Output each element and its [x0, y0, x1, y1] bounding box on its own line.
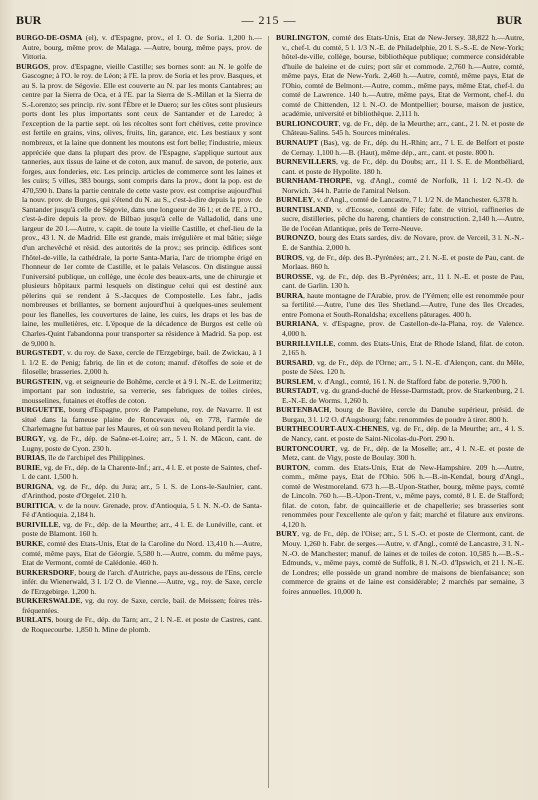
dictionary-entry [276, 157, 524, 176]
entry-text: , bourg de l'arch. d'Autriche, pays au-dessous de l'Ens, cercle infér. du Wienerwald, 3 l. 1/2 O. de Vienne.—Autre, vg., roy. de Saxe, cercle de l'Erzgebirge. 1,200 h. [22, 567, 262, 596]
entry-headword: BUROSSE [276, 271, 312, 281]
dictionary-entry [276, 463, 524, 530]
entry-headword: BURTON [276, 462, 309, 472]
entry-headword: BURGSTEDT [16, 348, 63, 358]
entry-text: , vg. de Fr., dép. de la Moselle; arr., 4 l. N.-E. et poste de Metz, cant. de Vigy, poste de Boulay. 300 h. [282, 443, 524, 463]
dictionary-entry [16, 434, 262, 453]
dictionary-entry [276, 119, 524, 138]
entry-text: , vg. de Fr., dép. de la Meurthe; arr., cant., 2 l. N. et poste de Château-Salins. 545 h. Sources minérales. [282, 118, 524, 138]
dictionary-entry [276, 377, 524, 387]
entry-headword: BURLIONCOURT [276, 118, 339, 128]
entry-text: , v. d'Espagne, prov. de Castellon-de-la-Plana, roy. de Valence. 4,000 h. [282, 319, 524, 338]
entry-text: , vg. d'Angl., comté de Norfolk, 11 l. 1/2 N.-O. de Norwich. 344 h. Patrie de l'amiral Nelson. [282, 176, 524, 195]
entry-text: , prov. d'Espagne, vieille Castille; ses bornes sont: au N. le golfe de Gascogne; à l'O. le roy. de Léon; à l'E. la prov. de Soria et les prov. Basques, et au S. la prov. de Ségovie. Elle est couverte au N. par les monts Cantabres; au centre par la Sierra de Oca, et à l'E. par la Sierra de S.-Millan et la Sierra de S.-Lorenzo; ses princip. riv. sont l'Èbre et le Duero; sur les côtes sont plusieurs ports dont les plus importants sont ceux de Santander et de Laredo; à l'exception de la partie sept. où les récoltes sont fort chétives, cette province est fertile en grains, vins, olives, fruits, lin, garance, etc. Les bestiaux y sont nombreux, et la laine que donnent les moutons est fort belle; l'industrie, mieux appréciée que dans la plupart des prov. de l'Espagne, s'applique surtout aux tanneries, aux tissus de laine et de coton, aux manuf. de savon, de poterie, aux forges, aux fonderies, etc. Les princip. articles de commerce sont les laines et les cuirs; 5 villes, 383 bourgs, sont compris dans la prov., dont la pop. est de 470,590 h. Dans la partie centrale de cette vaste prov. est comprise aujourd'hui la nouv. prov. de Burgos, qui s'étend du N. au S., c'est-à-dire depuis la prov. de Santander jusqu'à celle de Ségovie, dans une longueur de 36 l.; et de l'E. à l'O., c'est-à-dire depuis la prov. de Bilbao jusqu'à celle de Valladolid, dans une largeur de 20 l.—Autre, v. capit. de toute la vieille Castille, et chef-lieu de la prov., 43 l. N. de Madrid. Elle est grande, mais irrégulière et mal bâtie; siège d'un archevêché et résid. des autorités de la prov.; ses princip. édifices sont l'hôtel-de-ville, la cathédrale, la porte Santa-Maria, l'arc de triomphe érigé en l'honneur de 1er comte de Castille, et le palais Velascos. On distingue aussi l'université publique, un collège, une école des beaux-arts, une de chirurgie et plusieurs hôpitaux parmi lesquels on distingue celui qui est destiné aux pèlerins qui se rendent à S.-Jacques de Compostelle. Les fabr., jadis nombreuses et brillantes, se bornent aujourd'hui à quelques-unes seulement pour les flanelles, les couvertures de laine, les cuirs, les draps et les bas de laine, les mulletières, etc. L'époque de la décadence de Burgos est celle où Charles-Quint l'abandonna pour transporter sa résidence à Madrid. Sa pop. est de 9,000 h. [22, 61, 262, 348]
entry-headword: BURY [276, 529, 298, 539]
entry-text: , comté des Etats-Unis, Etat de New-Jersey. 38,822 h.—Autre, v., chef-l. du comté, 5 l. 1/3 N.-E. de Philadelphie, 20 l. S.-S.-E. de New-York; hôtel-de-ville, collège, bourse, bibliothèque publique; commerce considérable d'huile de baleine et de cuirs; port sûr et commode. 2,760 h.—Autre, comté, même pays, Etat de New-York. 2,460 h.—Autre, comté, même pays, Etat de l'Ohio, comté de Belmont.—Autre, comm., même pays, même Etat, chef-l. du comté de Lawrence. 140 h.—Autre, même pays, Etat de Vermont, chef-l. du comté de Chittenden, 12 l. N.-O. de Montpellier; bourse, maison de justice, académie, université et bibliothèque. 2,111 h. [282, 33, 524, 119]
entry-text: , vg. de Fr., dép. des B.-Pyrénées; arr., 11 l. N.-E. et poste de Pau, cant. de Garlin. 130 h. [282, 271, 524, 291]
entry-headword: BURIAS [16, 453, 45, 463]
dictionary-entry [16, 482, 262, 501]
dictionary-entry [276, 233, 524, 252]
entry-headword: BURLATS [16, 615, 52, 625]
dictionary-entry [276, 138, 524, 157]
dictionary-entry [16, 405, 262, 434]
dictionary-entry [276, 358, 524, 377]
dictionary-entry [16, 539, 262, 568]
dictionary-entry [276, 529, 524, 596]
entry-text: , vg. de Fr., dép. du Jura; arr., 5 l. S. de Lons-le-Saulnier, cant. d'Arinthod, poste d'Orgelet. 210 h. [22, 481, 262, 501]
dictionary-entry [276, 205, 524, 234]
dictionary-entry [16, 453, 262, 463]
entry-headword: BURLINGTON [276, 33, 328, 42]
entry-text: , comté des Etats-Unis, Etat de la Caroline du Nord. 13,410 h.—Autre, comté, même pays, Etat de Géorgie. 5,580 h.—Autre, comm. du même pays, Etat de Vermont, comté de Calédonie. 460 h. [22, 538, 262, 568]
entry-headword: BURRIANA [276, 319, 317, 329]
entry-text: , vg. de Fr., dép. de l'Oise; arr., 5 l. S.-O. et poste de Clermont, cant. de Mouy. 1,260 h. Fabr. de serges.—Autre, v. d'Angl., comté de Lancastre, 3 l. N.-N.-O. de Manchester; manuf. de laines et de toiles de coton. 10,585 h.—B.-S.-Edmunds, v., même pays, comté de Suffolk, 8 l. N.-O. d'Ipswich, et 21 l. N.-E. de Londres; elle possède un grand nombre de maisons de bienfaisance; son commerce de grains et de laine est considérable; 2 marchés par semaine, 3 foires annuelles. 10,000 h. [282, 529, 524, 596]
dictionary-entry [16, 568, 262, 597]
dictionary-entry [276, 424, 524, 443]
entry-headword: BURGY [16, 433, 44, 443]
entry-text: (Bas), vg. de Fr., dép. du H.-Rhin; arr., 7 l. E. de Belfort et poste de Cernay. 1,100 h.—B. (Haut), même dép., arr., cant. et poste. 800 h. [282, 138, 524, 157]
entry-headword: BURRA [276, 290, 304, 300]
entry-text: , comm. des Etats-Unis, Etat de New-Hampshire. 209 h.—Autre, comm., même pays, Etat de l'Ohio. 506 h.—B.-in-Kendal, bourg d'Angl., comté de Westmoreland. 673 h.—B.-Upon-Stather, bourg, même pays, comté de Lincoln. 760 h.—B.-Upon-Trent, v., même pays, comté, 8 l. E. de Stafford; filat. de coton, fabr. de quincaillerie et de chapellerie; ses brasseries sont renommées pour l'excellente ale qu'on y fait; marché et filature aux environs. 4,120 h. [282, 462, 524, 529]
entry-text: , comm. des Etats-Unis, Etat de Rhode Island, filat. de coton. 2,165 h. [282, 338, 524, 358]
dictionary-entry [16, 520, 262, 539]
entry-text: , haute montagne de l'Arabie, prov. de l'Yémen; elle est renommée pour sa fertilité.—Autre, l'une des îles Shetland.—Autre, l'une des îles Orcades, entre Pomona et South-Ronaldsha; excellens pâturages. 400 h. [282, 290, 524, 319]
entry-headword: BURNEVILLERS [276, 157, 336, 167]
entry-headword: BURIE [16, 462, 41, 472]
dictionary-entry [16, 596, 262, 615]
header-left-guideword: BUR [16, 13, 42, 27]
entry-text: , bourg de Bavière, cercle du Danube supérieur, présid. de Burgau, 3 l. 1/2 O. d'Augsbourg; fabr. renommées de poudre à tirer. 800 h. [282, 405, 524, 424]
dictionary-entry [276, 176, 524, 195]
page-header [16, 13, 522, 29]
column-divider [268, 36, 269, 788]
entry-headword: BURKERSDORF [16, 567, 75, 577]
entry-text: , v. du roy. de Saxe, cercle de l'Erzgebirge, bail. de Zwickau, à 1 l. 1/2 E. de Penig; fabriq. de lin et de coton; manuf. d'étoffes de soie et de filoselle; brasseries. 2,000 h. [22, 348, 262, 377]
entry-headword: BURKE [16, 538, 44, 548]
left-column [16, 33, 262, 793]
right-column [276, 33, 524, 793]
dictionary-entry [16, 463, 262, 482]
dictionary-entry [276, 339, 524, 358]
dictionary-entry [276, 195, 524, 205]
entry-headword: BURKERSWALDE [16, 596, 81, 606]
entry-text: , vg. de Fr., dép. de l'Orne; arr., 5 l. N.-E. d'Alençon, cant. du Mêle, poste de Sées. 120 h. [282, 357, 524, 377]
header-right-guideword: BUR [496, 13, 522, 27]
dictionary-entry [16, 348, 262, 377]
entry-headword: BURGO-DE-OSMA [16, 33, 83, 42]
dictionary-entry [16, 615, 262, 634]
entry-text: , vg. de Fr., dép. du Doubs; arr., 11 l. S. E. de Montbéliard, cant. et poste de Hypolite. 180 h. [282, 157, 524, 176]
entry-text: , vg. de Fr., dép. de la Meurthe; arr., 4 l. S. de Nancy, cant. et poste de Saint-Nicolas-du-Port. 290 h. [282, 424, 524, 443]
entry-text: , vg. du grand-duché de Hesse-Darmstadt, prov. de Starkenburg, 2 l. E.-N.-E. de Worms. 1,260 h. [282, 386, 524, 405]
entry-text: , vg. de Fr., dép. de la Meurthe; arr., 4 l. E. de Lunéville, cant. et poste de Blamont. 160 h. [22, 519, 262, 539]
entry-text: , v. d'Angl., comté, 16 l. N. de Stafford fabr. de poterie. 9,700 h. [313, 376, 508, 386]
dictionary-entry [276, 253, 524, 272]
entry-text: , vg. et seigneurie de Bohême, cercle et à 9 l. N.-E. de Leitmeritz; important par son industrie, sa verrerie, ses fabriques de toiles cirées, mousselines, futaines et étoffes de coton. [22, 376, 262, 405]
entry-headword: BURSTADT [276, 386, 317, 396]
dictionary-entry [16, 377, 262, 406]
dictionary-entry [276, 33, 524, 119]
dictionary-entry [16, 62, 262, 348]
dictionary-entry [276, 272, 524, 291]
entry-headword: BURSLEM [276, 376, 314, 386]
entry-text: , vg. de Fr., dép. de Saône-et-Loire; arr., 5 l. N. de Mâcon, cant. de Lugny, poste de Cyon. 230 h. [22, 433, 262, 453]
dictionary-entry [276, 405, 524, 424]
entry-headword: BURTONCOURT [276, 443, 336, 453]
dictionary-entry [16, 501, 262, 520]
entry-headword: BURSARD [276, 357, 313, 367]
dictionary-entry [276, 291, 524, 320]
entry-text: , vg. de Fr., dép. des B.-Pyrénées; arr., 2 l. N.-E. et poste de Pau, cant. de Morlaas. 860 h. [282, 252, 524, 272]
entry-text: , v. de la nouv. Grenade, prov. d'Antioquia, 5 l. N. N.-O. de Santa-Fé d'Antioquia. 2,184 h. [22, 500, 262, 520]
entry-text: , bourg d'Espagne, prov. de Pampelune, roy. de Navarre. Il est situé dans la fameuse plaine de Roncevaux où, en 778, l'armée de Charlemagne fut battue par les Maures, et où son neveu Roland perdit la vie. [22, 405, 262, 434]
dictionary-entry [276, 444, 524, 463]
entry-text: , bourg de Fr., dép. du Tarn; arr., 2 l. N.-E. et poste de Castres, cant. de Roquecourbe. 1,850 h. Mine de plomb. [22, 615, 262, 634]
entry-headword: BURTENBACH [276, 405, 330, 415]
entry-text: , vg. du roy. de Saxe, cercle, bail. de Meissen; foires très-fréquentées. [22, 596, 262, 615]
entry-headword: BURONZO [276, 233, 315, 243]
entry-text: , bourg des Etats sardes, div. de Novare, prov. de Verceil, 3 l. N.-N.-E. de Santhia. 2,000 h. [282, 233, 524, 253]
entry-headword: BURTHECOURT-AUX-CHENES [276, 424, 387, 434]
entry-text: (el), v. d'Espagne, prov., el I. O. de Soria. 1,200 h.—Autre, bourg, même prov. de Malaga. —Autre, bourg, même pays, prov. de Vittoria. [22, 33, 262, 62]
entry-headword: BURNTISLAND [276, 204, 332, 214]
entry-text: , v. d'Angl., comté de Lancastre, 7 l. 1/2 N. de Manchester. 6,378 h. [313, 195, 518, 205]
entry-headword: BURGOS [16, 61, 49, 71]
entry-headword: BUROS [276, 252, 303, 262]
dictionary-entry [16, 33, 262, 62]
entry-text: , v. d'Ecosse, comté de Fife; fabr. de vitriol, raffineries de sucre, distilleries, pêche du hareng, chantiers de construction. 2,140 h.—Autre, île de l'océan Atlantique, près de Terre-Neuve. [282, 204, 524, 233]
entry-headword: BURRILLVILLE [276, 338, 334, 348]
dictionary-entry [276, 319, 524, 338]
entry-headword: BURIGNA [16, 481, 52, 491]
entry-text: , vg. de Fr., dép. de la Charente-Inf.; arr., 4 l. E. et poste de Saintes, chef-l. de cant. 1,500 h. [22, 462, 262, 482]
entry-headword: BURGUETTE [16, 405, 64, 415]
entry-headword: BURNLEY [276, 195, 314, 205]
entry-headword: BURITICA [16, 500, 54, 510]
entry-headword: BURGSTEIN [16, 376, 61, 386]
entry-headword: BURNHAM-THORPE [276, 176, 351, 186]
page-number: — 215 — [241, 13, 297, 27]
entry-headword: BURNAUPT [276, 138, 319, 148]
dictionary-entry [276, 386, 524, 405]
entry-headword: BURIVILLE [16, 519, 59, 529]
entry-text: , île de l'archipel des Philippines. [44, 453, 145, 463]
